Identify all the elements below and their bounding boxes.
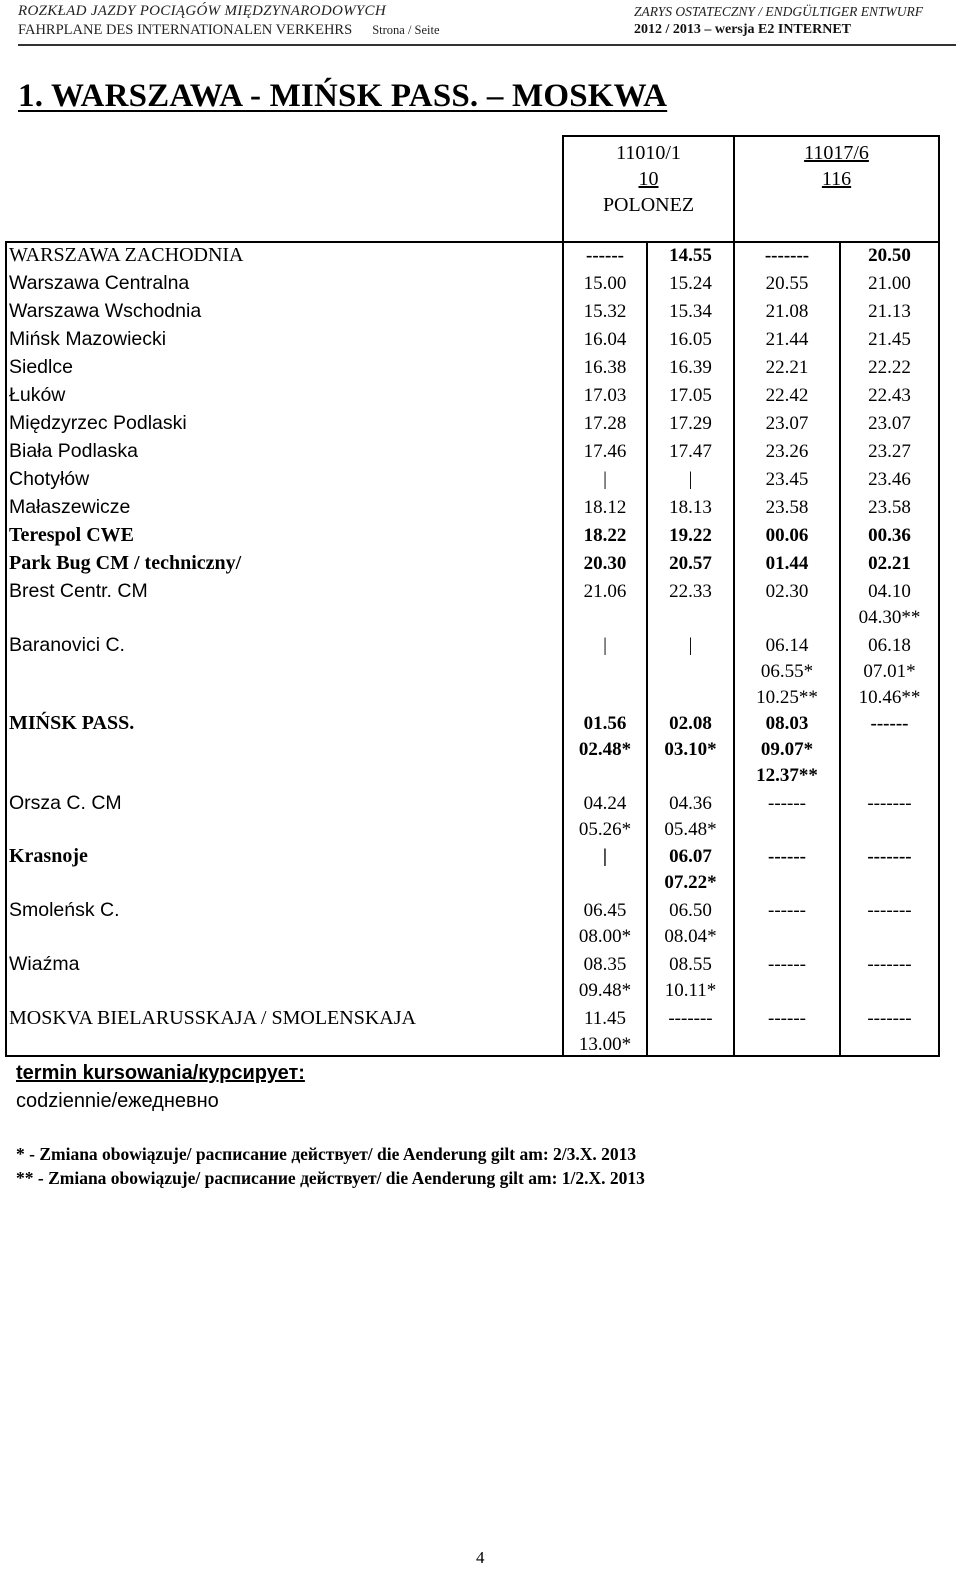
time-cell: 20.57 (669, 553, 712, 574)
time-cell: 04.10 04.30** (858, 581, 921, 628)
time-cell: 16.05 (669, 329, 712, 350)
time-cell: 16.04 (583, 329, 627, 350)
time-cell: 21.08 (765, 301, 809, 322)
time-cell: 22.43 (868, 385, 911, 406)
time-cell: 17.03 (583, 385, 627, 406)
time-cell: 20.30 (583, 553, 627, 574)
train-sub-number: 10 (638, 168, 659, 190)
time-cell: 11.45 13.00* (578, 1008, 632, 1055)
station-name: Chotyłów (9, 468, 90, 490)
time-cell: 21.44 (765, 329, 809, 350)
station-name: MOSKVA BIELARUSSKAJA / SMOLENSKAJA (9, 1007, 416, 1029)
time-cell: 22.22 (868, 357, 911, 378)
time-cell: 23.07 (765, 413, 809, 434)
station-name: Smoleńsk C. (9, 899, 120, 921)
train-sub-number: 116 (821, 168, 852, 190)
train-number: 11017/6 (804, 142, 869, 164)
time-cell: ------ (768, 846, 806, 867)
time-cell: ------- (867, 1008, 912, 1029)
time-cell: | (603, 469, 607, 490)
time-cell: 06.14 06.55* 10.25** (756, 635, 818, 708)
time-cell: ------- (867, 846, 912, 867)
time-cell: 14.55 (669, 245, 712, 266)
time-cell: ------- (764, 245, 810, 266)
station-name: MIŃSK PASS. (9, 712, 135, 734)
time-cell: 02.30 (765, 581, 809, 602)
time-cell: 17.29 (669, 413, 712, 434)
time-cell: 15.32 (583, 301, 627, 322)
time-cell: 04.36 05.48* (664, 793, 717, 840)
time-cell: ------- (867, 900, 912, 921)
station-name: Wiaźma (9, 953, 80, 975)
time-cell: 21.06 (583, 581, 627, 602)
time-cell: 16.39 (669, 357, 712, 378)
time-cell: 18.22 (583, 525, 627, 546)
time-cell: 06.45 08.00* (578, 900, 632, 947)
footnote-double-star: ** - Zmiana obowiązuje/ расписание действует/ die Aenderung gilt am: 1/2.X. 2013 (16, 1168, 645, 1188)
time-cell: 08.03 09.07* 12.37** (756, 713, 818, 786)
time-cell: 15.24 (669, 273, 712, 294)
time-cell: 19.22 (669, 525, 712, 546)
page-number: 4 (476, 1548, 485, 1567)
time-cell: 23.45 (765, 469, 809, 490)
footnote-single-star: * - Zmiana obowiązuje/ расписание действует/ die Aenderung gilt am: 2/3.X. 2013 (16, 1144, 637, 1164)
time-cell: | (603, 635, 607, 656)
running-days-label: termin kursowania/курсирует: (16, 1062, 305, 1084)
time-cell: 23.26 (765, 441, 809, 462)
station-name: Terespol CWE (9, 524, 135, 546)
train-name: POLONEZ (602, 194, 695, 216)
time-cell: ------ (768, 1008, 806, 1029)
time-cell: 23.07 (868, 413, 911, 434)
time-cell: ------- (668, 1008, 713, 1029)
time-cell: ------ (768, 793, 806, 814)
time-cell: 17.47 (669, 441, 712, 462)
header-rule (18, 44, 956, 46)
time-cell: 08.55 10.11* (664, 954, 717, 1001)
time-cell: 00.06 (765, 525, 809, 546)
time-cell: | (602, 846, 608, 867)
header-draft-label: ZARYS OSTATECZNY / ENDGÜLTIGER ENTWURF (634, 4, 924, 19)
time-cell: 20.55 (765, 273, 809, 294)
time-cell: 21.45 (868, 329, 911, 350)
time-cell: ------- (867, 793, 912, 814)
time-cell: 23.58 (868, 497, 911, 518)
time-cell: ------ (768, 900, 806, 921)
route-title: 1. WARSZAWA - MIŃSK PASS. – MOSKWA (18, 78, 668, 114)
table-border-left (5, 241, 7, 1057)
time-cell: 18.13 (669, 497, 712, 518)
time-cell: 21.00 (868, 273, 911, 294)
time-cell: ------ (586, 245, 624, 266)
station-name: Baranovici C. (9, 634, 125, 656)
station-name: Park Bug CM / techniczny/ (9, 552, 242, 574)
time-cell: 22.33 (669, 581, 712, 602)
time-cell: 23.58 (765, 497, 809, 518)
station-name: Krasnoje (9, 845, 88, 867)
station-name: Łuków (9, 384, 66, 406)
time-cell: 16.38 (583, 357, 627, 378)
time-cell: 22.42 (765, 385, 809, 406)
timetable (5, 135, 940, 1057)
station-name: Brest Centr. CM (9, 580, 148, 602)
station-name: Mińsk Mazowiecki (9, 328, 167, 350)
station-name: Małaszewicze (9, 496, 131, 518)
header-title-polish: ROZKŁAD JAZDY POCIĄGÓW MIĘDZYNARODOWYCH (18, 3, 386, 19)
time-cell: 21.13 (868, 301, 911, 322)
time-cell: 17.28 (583, 413, 627, 434)
train-header-1 (564, 140, 733, 218)
station-name: Biała Podlaska (9, 440, 138, 462)
time-cell: 06.18 07.01* 10.46** (858, 635, 921, 708)
time-cell: 18.12 (583, 497, 627, 518)
station-name: Międzyrzec Podlaski (9, 412, 187, 434)
station-name: Siedlce (9, 356, 73, 378)
train-number: 11010/1 (616, 142, 681, 164)
header-title-german (18, 22, 440, 39)
time-cell: 22.21 (765, 357, 809, 378)
header-title-german-text: FAHRPLANE DES INTERNATIONALEN VERKEHRS (18, 22, 353, 38)
time-cell: 06.07 07.22* (664, 846, 717, 893)
train-header-2 (735, 140, 938, 192)
time-cell: ------ (870, 713, 909, 734)
station-name: Warszawa Wschodnia (9, 300, 202, 322)
time-cell: 04.24 05.26* (578, 793, 632, 840)
time-cell: 17.05 (669, 385, 712, 406)
time-cell: ------ (768, 954, 806, 975)
time-cell: 23.46 (868, 469, 911, 490)
time-cell: 01.56 02.48* (578, 713, 632, 760)
time-cell: 15.34 (669, 301, 712, 322)
table-border-bottom (5, 1055, 940, 1057)
time-cell: ------- (867, 954, 912, 975)
station-name: WARSZAWA ZACHODNIA (9, 244, 244, 266)
table-border-right (938, 135, 940, 1057)
time-cell: 23.27 (868, 441, 911, 462)
time-cell: 08.35 09.48* (578, 954, 632, 1001)
time-cell: 20.50 (868, 245, 911, 266)
station-name: Warszawa Centralna (9, 272, 190, 294)
running-days-value: codziennie/ежедневно (16, 1090, 219, 1112)
page-label: Strona / Seite (372, 23, 440, 37)
table-border-top (562, 135, 940, 137)
time-cell: | (688, 469, 693, 490)
time-cell: 02.21 (868, 553, 911, 574)
time-cell: 01.44 (765, 553, 809, 574)
station-name: Orsza C. CM (9, 792, 122, 814)
time-cell: 17.46 (583, 441, 627, 462)
time-cell: 15.00 (583, 273, 627, 294)
time-cell: | (688, 635, 693, 656)
time-cell: 06.50 08.04* (664, 900, 717, 947)
time-cell: 00.36 (868, 525, 911, 546)
time-cell: 02.08 03.10* (664, 713, 717, 760)
header-version-label: 2012 / 2013 – wersja E2 INTERNET (634, 22, 852, 37)
